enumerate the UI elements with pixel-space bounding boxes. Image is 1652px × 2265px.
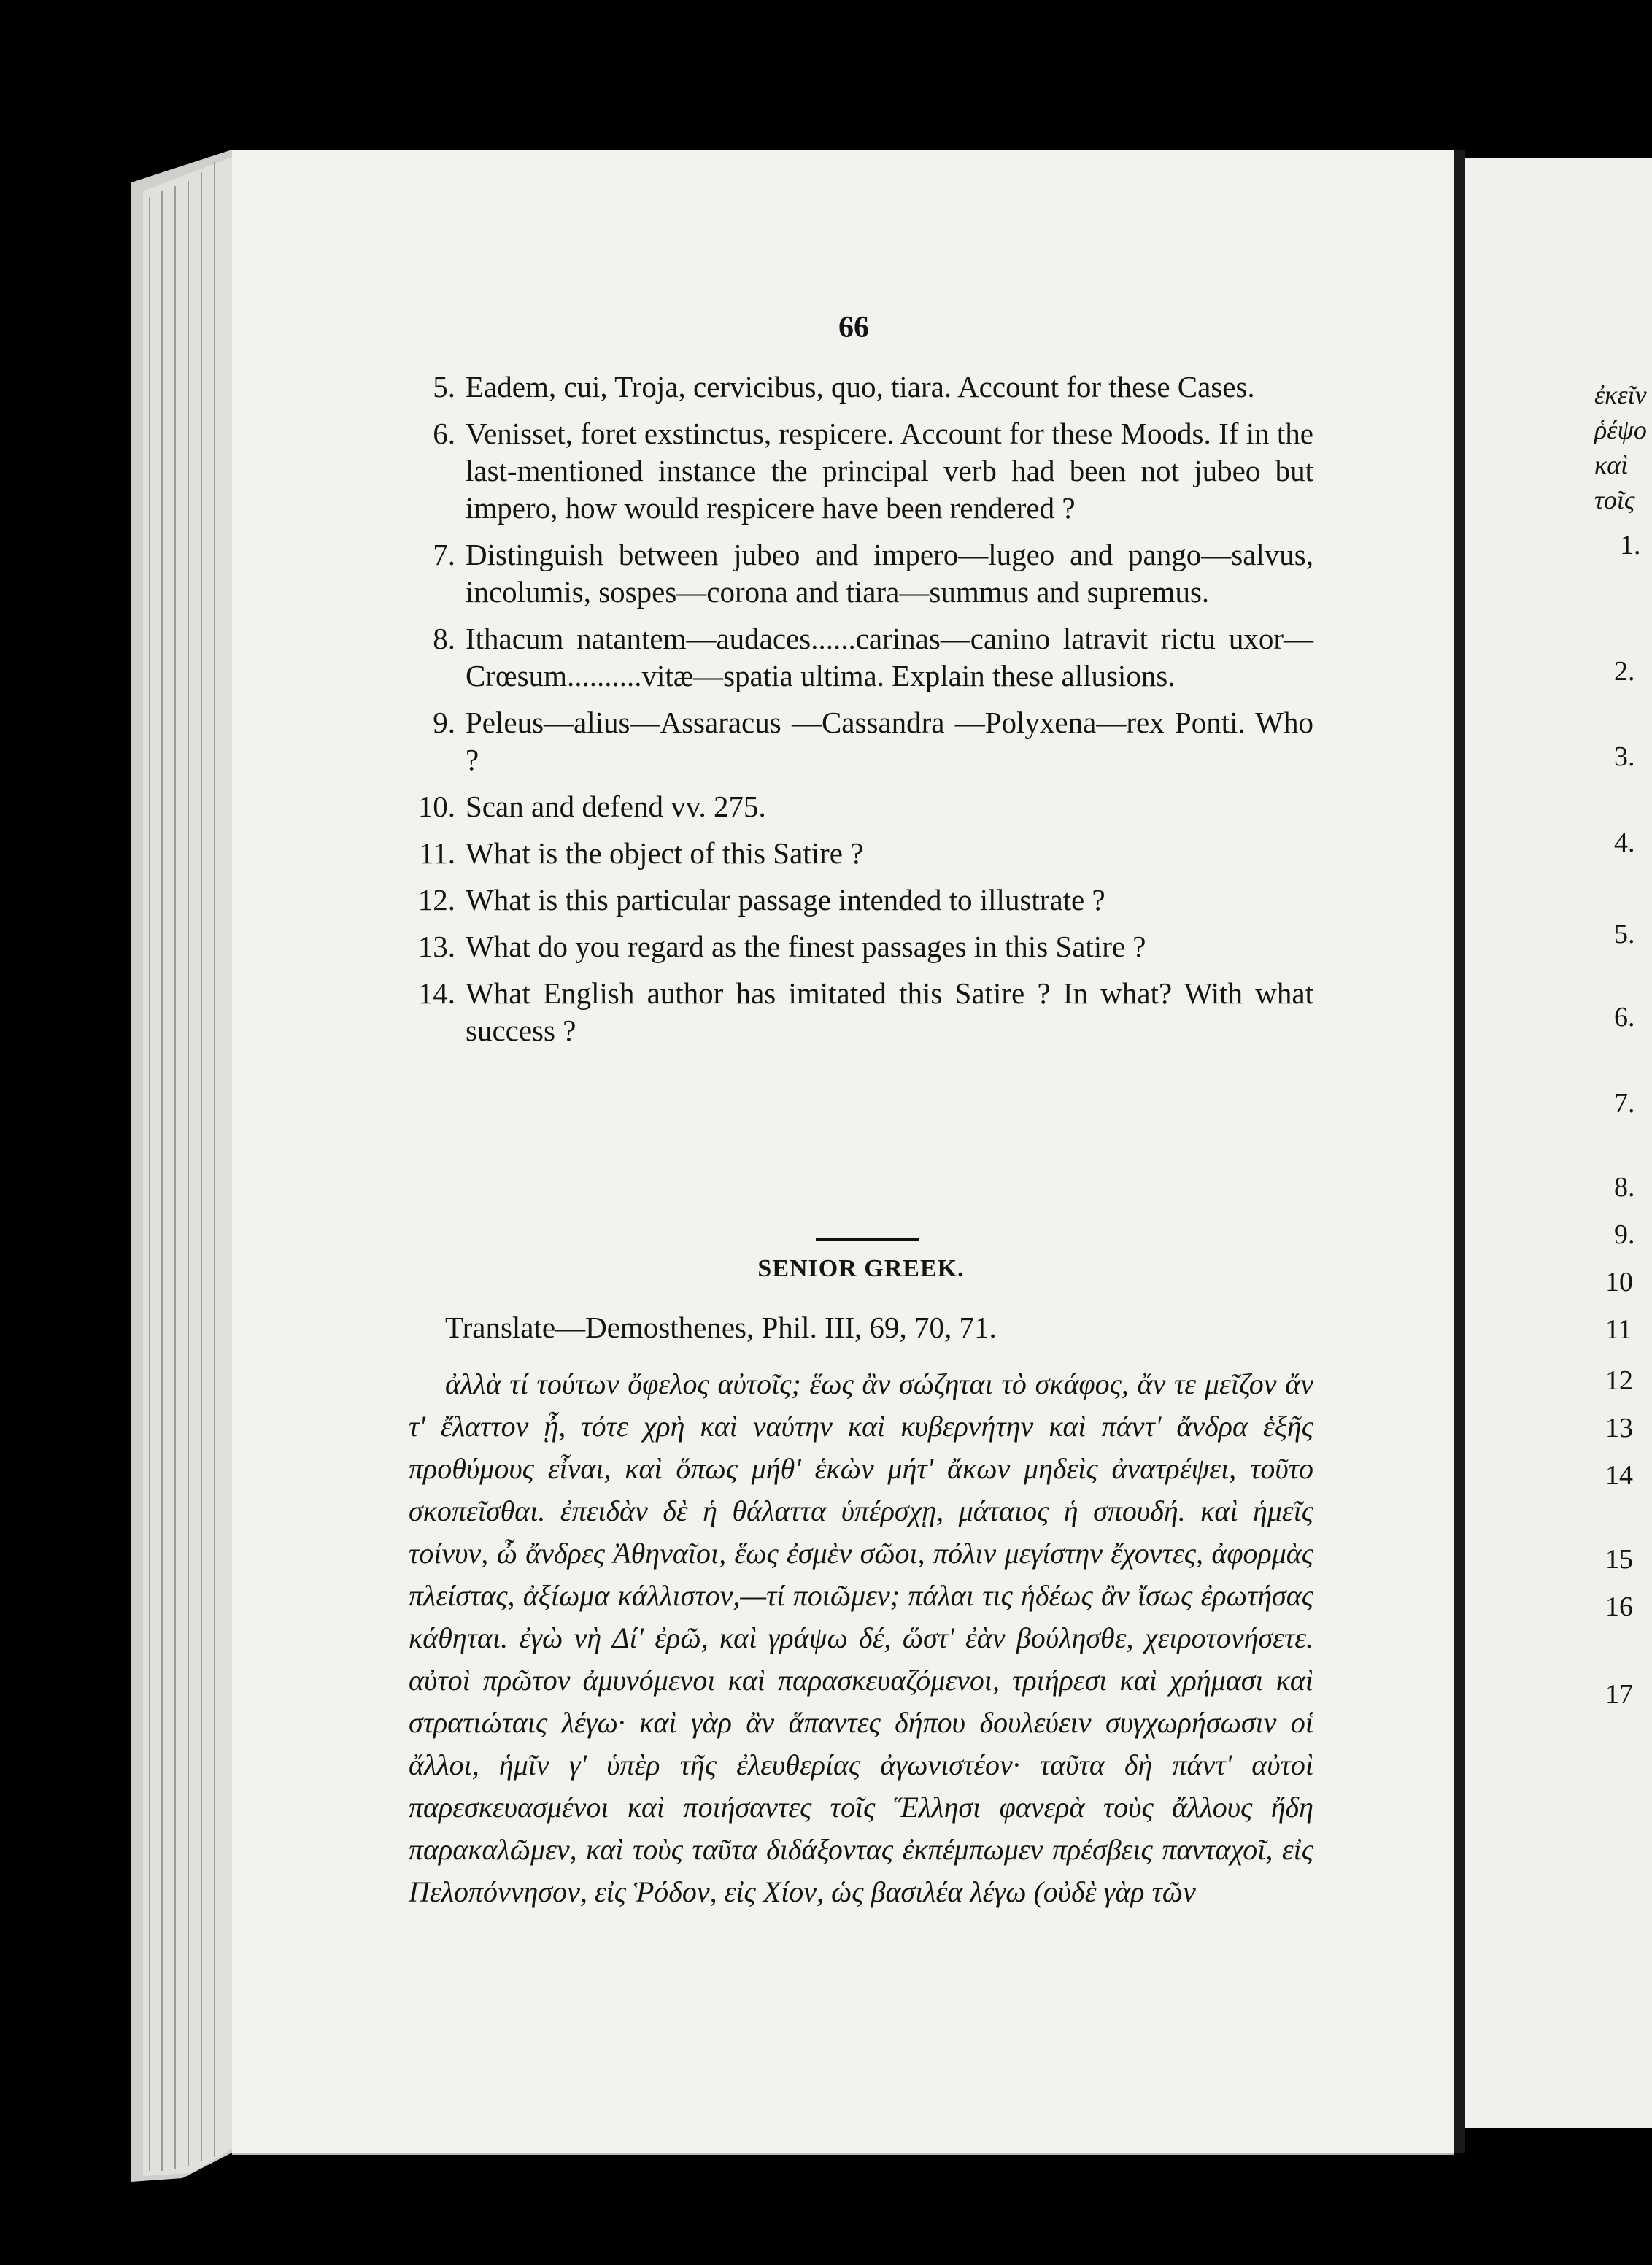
- right-number: 5.: [1614, 919, 1635, 949]
- question-number: 9.: [433, 706, 455, 739]
- question-item: [409, 620, 1313, 695]
- right-number: 13: [1605, 1413, 1633, 1443]
- question-text: Distinguish between jubeo and impero—lugeo and pango—salvus, incolumis, sospes—corona and tiara—summus and supremus.: [466, 538, 1313, 609]
- question-list: [409, 369, 1313, 1059]
- question-text: What English author has imitated this Satire ? In what? With what success ?: [466, 976, 1313, 1047]
- question-item: [409, 881, 1313, 919]
- question-item: [409, 536, 1313, 611]
- right-number: 15: [1605, 1544, 1633, 1575]
- question-number: 7.: [433, 538, 455, 571]
- right-number: 7.: [1614, 1088, 1635, 1119]
- question-text: Venisset, foret exstinctus, respicere. Account for these Moods. If in the last-mentioned instance the principal verb had been not jubeo but impero, how would respicere have been rendered ?: [466, 417, 1313, 525]
- right-number: 17: [1605, 1679, 1633, 1710]
- right-number: 1.: [1620, 530, 1641, 560]
- greek-passage: ἀλλὰ τί τούτων ὄφελος αὐτοῖς; ἕως ἂν σώζηται τὸ σκάφος, ἄν τε μεῖζον ἄν τ' ἔλαττον ᾖ, τότε χρὴ καὶ ναύτην καὶ κυβερνήτην καὶ πάντ' ἄνδρα ἑξῆς προθύμους εἶναι, καὶ ὅπως μήθ' ἑκὼν μήτ' ἄκων μηδεὶς ἀνατρέψει, τοῦτο σκοπεῖσθαι. ἐπειδὰν δὲ ἡ θάλαττα ὑπέρσχῃ, μάταιος ἡ σπουδή. καὶ ἡμεῖς τοίνυν, ὦ ἄνδρες Ἀθηναῖοι, ἕως ἐσμὲν σῶοι, πόλιν μεγίστην ἔχοντες, ἀφορμὰς πλείστας, ἀξίωμα κάλλιστον,—τί ποιῶμεν; πάλαι τις ἡδέως ἂν ἴσως ἐρωτήσας κάθηται. ἐγὼ νὴ Δί' ἐρῶ, καὶ γράψω δέ, ὥστ' ἐὰν βούλησθε, χειροτονήσετε. αὐτοὶ πρῶτον ἀμυνόμενοι καὶ παρασκευαζόμενοι, τριήρεσι καὶ χρήμασι καὶ στρατιώταις λέγω· καὶ γὰρ ἂν ἅπαντες δήπου δουλεύειν συγχωρήσωσιν οἱ ἄλλοι, ἡμῖν γ' ὑπὲρ τῆς ἐλευθερίας ἀγωνιστέον· ταῦτα δὴ πάντ' αὐτοὶ παρεσκευασμένοι καὶ ποιήσαντες τοῖς Ἕλλησι φανερὰ τοὺς ἄλλους ἤδη παρακαλῶμεν, καὶ τοὺς ταῦτα διδάξοντας ἐκπέμπωμεν πρέσβεις πανταχοῖ, εἰς Πελοπόννησον, εἰς Ῥόδον, εἰς Χίον, ὡς βασιλέα λέγω (οὐδὲ γὰρ τῶν: [409, 1367, 1313, 1908]
- right-greek-fragment: ῥέψο: [1594, 415, 1647, 444]
- question-number: 8.: [433, 622, 455, 655]
- right-page-numbers: [1598, 0, 1652, 2265]
- page-number: 66: [838, 311, 869, 344]
- question-number: 6.: [433, 417, 455, 450]
- question-text: Scan and defend vv. 275.: [466, 790, 766, 823]
- right-greek-fragment: ἐκεῖν: [1594, 380, 1647, 409]
- right-number: 3.: [1614, 741, 1635, 772]
- question-text: What do you regard as the finest passages in this Satire ?: [466, 930, 1146, 963]
- question-number: 12.: [417, 883, 455, 917]
- right-greek-fragment: τοῖς: [1594, 485, 1635, 514]
- question-item: [409, 704, 1313, 779]
- question-text: Peleus—alius—Assaracus —Cassandra —Polyxena—rex Ponti. Who ?: [466, 706, 1313, 776]
- question-number: 14.: [417, 976, 455, 1010]
- translate-instruction: Translate—Demosthenes, Phil. III, 69, 70, 71.: [445, 1311, 997, 1344]
- question-item: [409, 928, 1313, 965]
- question-item: [409, 835, 1313, 872]
- question-number: 13.: [417, 930, 455, 963]
- question-item: [409, 369, 1313, 406]
- right-number: 14: [1605, 1460, 1633, 1491]
- question-number: 11.: [419, 836, 455, 870]
- question-text: What is the object of this Satire ?: [466, 836, 864, 870]
- right-number: 8.: [1614, 1172, 1635, 1203]
- question-item: [409, 415, 1313, 527]
- question-number: 5.: [433, 370, 455, 404]
- question-text: What is this particular passage intended to illustrate ?: [466, 883, 1105, 917]
- right-number: 2.: [1614, 656, 1635, 687]
- section-divider: [816, 1238, 919, 1241]
- question-number: 10.: [417, 790, 455, 823]
- question-text: Eadem, cui, Troja, cervicibus, quo, tiara. Account for these Cases.: [466, 370, 1255, 404]
- right-number: 4.: [1614, 827, 1635, 858]
- right-number: 10: [1605, 1267, 1633, 1297]
- right-number: 6.: [1614, 1002, 1635, 1033]
- right-number: 16: [1605, 1591, 1633, 1622]
- question-text: Ithacum natantem—audaces......carinas—canino latravit rictu uxor—Crœsum..........vitæ—spatia ultima. Explain these allusions.: [466, 622, 1313, 692]
- right-greek-fragment: καὶ: [1594, 450, 1629, 479]
- question-item: [409, 975, 1313, 1049]
- right-number: 9.: [1614, 1219, 1635, 1250]
- question-item: [409, 788, 1313, 825]
- right-number: 12: [1605, 1365, 1633, 1396]
- right-number: 11: [1605, 1314, 1632, 1345]
- section-heading: SENIOR GREEK.: [757, 1255, 965, 1282]
